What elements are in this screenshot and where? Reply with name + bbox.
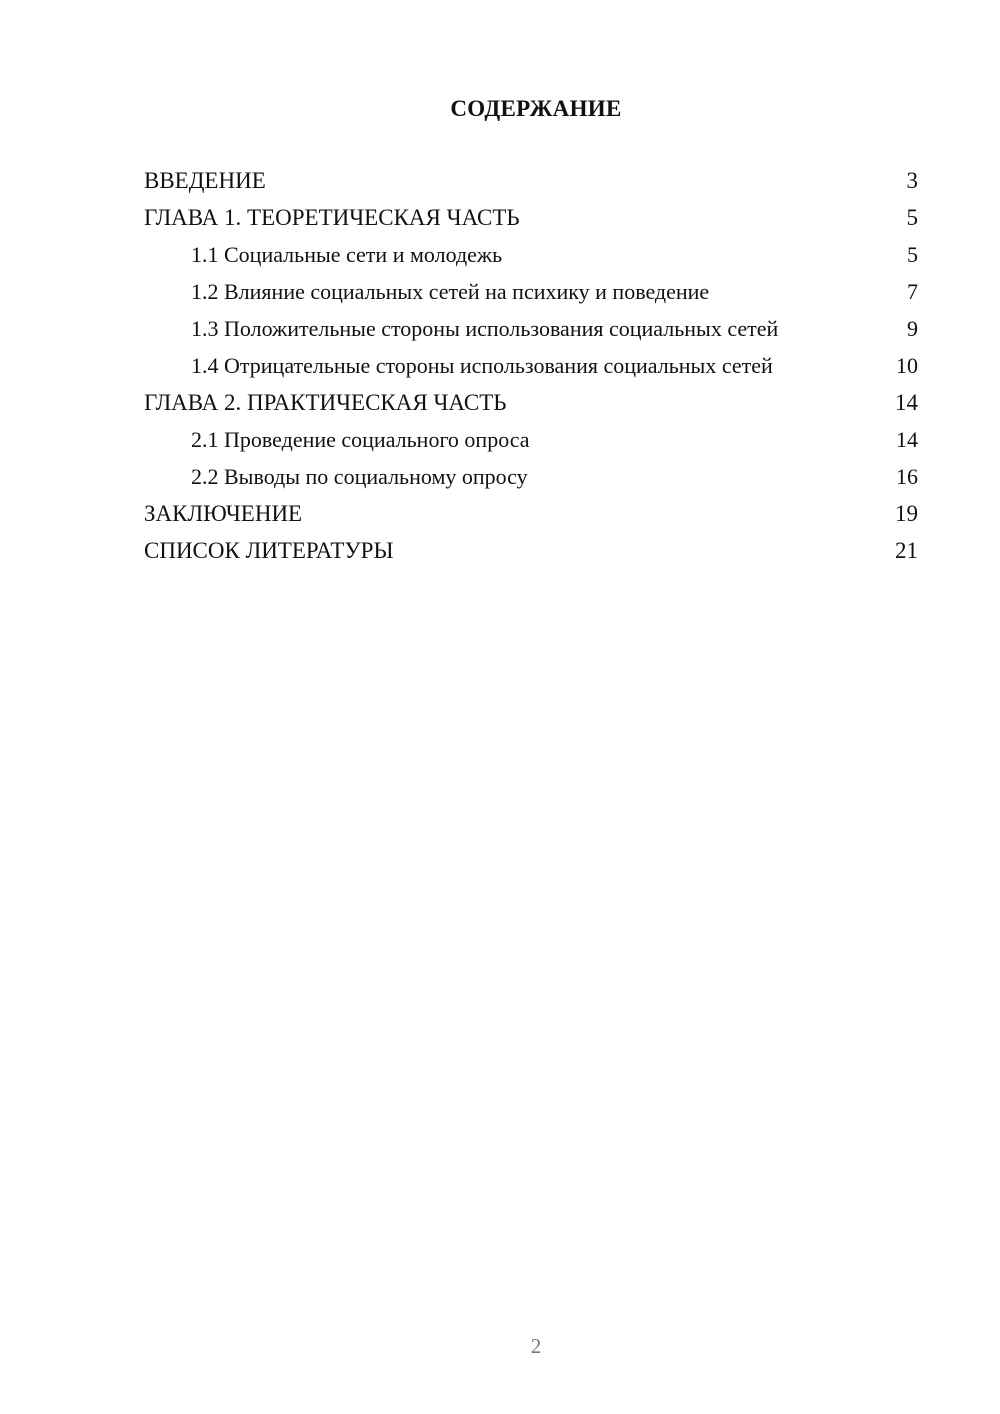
toc-entry-page: 19: [895, 501, 918, 526]
toc-entry-section-2-2[interactable]: [144, 464, 918, 490]
toc-entry-text: ВВЕДЕНИЕ: [144, 168, 266, 193]
toc-entry-section-1-2[interactable]: [144, 279, 918, 305]
toc-entry-text: ГЛАВА 2. ПРАКТИЧЕСКАЯ ЧАСТЬ: [144, 390, 507, 415]
toc-entry-introduction[interactable]: [144, 168, 918, 194]
toc-entry-section-1-3[interactable]: [144, 316, 918, 342]
toc-entry-page: 3: [906, 168, 918, 193]
toc-entry-text: 2.1 Проведение социального опроса: [191, 427, 530, 452]
toc-entry-page: 16: [896, 464, 918, 489]
toc-entry-page: 9: [907, 316, 918, 341]
toc-entry-section-2-1[interactable]: [144, 427, 918, 453]
toc-entry-text: 1.4 Отрицательные стороны использования социальных сетей: [191, 353, 773, 378]
page-number: 2: [530, 1334, 542, 1358]
toc-entry-chapter-1[interactable]: [144, 205, 918, 231]
toc-entry-text: СПИСОК ЛИТЕРАТУРЫ: [144, 538, 394, 563]
toc-entry-page: 21: [895, 538, 918, 563]
toc-entry-conclusion[interactable]: [144, 501, 918, 527]
toc-entry-section-1-4[interactable]: [144, 353, 918, 379]
toc-entry-references[interactable]: [144, 538, 918, 564]
table-of-contents: [144, 168, 918, 575]
toc-entry-text: 1.3 Положительные стороны использования социальных сетей: [191, 316, 779, 341]
toc-entry-section-1-1[interactable]: [144, 242, 918, 268]
page-title: СОДЕРЖАНИЕ: [450, 96, 622, 121]
toc-entry-page: 14: [896, 427, 918, 452]
toc-entry-page: 5: [906, 205, 918, 230]
toc-entry-chapter-2[interactable]: [144, 390, 918, 416]
toc-entry-page: 10: [896, 353, 918, 378]
toc-entry-page: 5: [907, 242, 918, 267]
toc-entry-text: 1.1 Социальные сети и молодежь: [191, 242, 503, 267]
toc-entry-text: 1.2 Влияние социальных сетей на психику и поведение: [191, 279, 710, 304]
toc-entry-page: 14: [895, 390, 918, 415]
toc-entry-text: ЗАКЛЮЧЕНИЕ: [144, 501, 303, 526]
toc-entry-page: 7: [907, 279, 918, 304]
toc-entry-text: 2.2 Выводы по социальному опросу: [191, 464, 528, 489]
toc-entry-text: ГЛАВА 1. ТЕОРЕТИЧЕСКАЯ ЧАСТЬ: [144, 205, 520, 230]
